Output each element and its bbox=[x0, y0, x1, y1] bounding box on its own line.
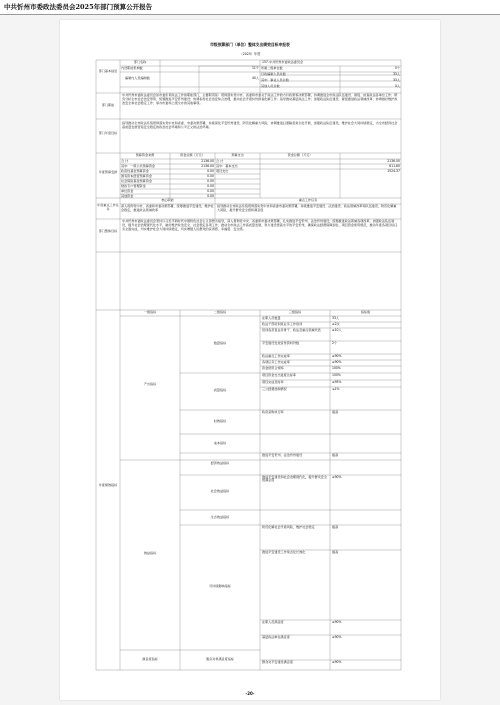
funding-source-amount: 0.00 bbox=[207, 173, 214, 178]
affiliated-label: 所属二级单位数 bbox=[261, 66, 283, 70]
indicator-value: ≥90% bbox=[332, 634, 342, 639]
indicator-value: 提高 bbox=[332, 549, 339, 554]
indicator-value: ≥95% bbox=[332, 379, 342, 384]
cost-indicator-label: 成本指标 bbox=[213, 441, 227, 445]
indicator-value: ≥90% bbox=[332, 353, 342, 358]
expenditure-name: 其中：基本支出 bbox=[216, 163, 238, 168]
form-year: （2025）年度 bbox=[239, 52, 261, 56]
social-indicator-label: 社会效益指标 bbox=[210, 489, 230, 493]
indicator-name: 政法重点工作完成率 bbox=[262, 353, 290, 358]
funding-source-name: 其他资金 bbox=[121, 193, 134, 198]
funding-source-amount: 0.00 bbox=[207, 183, 214, 188]
staff-value: 40人 bbox=[251, 76, 259, 80]
funding-source-name: 财政专户管理资金 bbox=[121, 183, 146, 188]
indicator-value: ≥90% bbox=[332, 659, 342, 664]
career-label: 其中：事业人员总数 bbox=[261, 78, 289, 82]
value-header: 指标值 bbox=[360, 310, 371, 314]
indicators-section-label: 年度绩效指标 bbox=[98, 483, 118, 487]
indicator-value: 100% bbox=[332, 372, 341, 377]
ecological-indicator-label: 生态效益指标 bbox=[210, 515, 230, 519]
level3-header: 三级指标 bbox=[288, 310, 302, 314]
level2-header: 二级指标 bbox=[213, 310, 227, 314]
indicator-name: 三公经费控制情况 bbox=[262, 386, 287, 391]
basic-info-section-label: 部门基本信息 bbox=[98, 69, 118, 73]
expenditure-amount: 611.60 bbox=[389, 163, 400, 168]
funding-source-amount: 0.00 bbox=[207, 188, 214, 193]
service-indicator-label: 服务对象满意度指标 bbox=[206, 657, 234, 661]
tasks-col-header: 核心职能 bbox=[161, 198, 174, 202]
admin-label: 行政编制人员总数 bbox=[261, 72, 286, 76]
indicator-value: 100% bbox=[332, 365, 341, 370]
plan-section-label: 部门年度目标 bbox=[98, 131, 118, 135]
funding-source-name: 国有资本经营预算资金 bbox=[121, 173, 152, 178]
funding-source-name: 其中：一般公共预算资金 bbox=[121, 163, 156, 168]
indicator-value: 提高 bbox=[332, 409, 339, 414]
expenditure-amount: 1524.37 bbox=[387, 168, 400, 173]
timeliness-indicator-label: 时效指标 bbox=[213, 419, 227, 423]
sustainable-indicator-label: 可持续影响指标 bbox=[209, 584, 231, 588]
expenditure-name: 项目支出 bbox=[216, 168, 229, 173]
tasks-content-text: 指导推动全市政法系统贯彻落实党中央和省委市委决策部署，持续推进平安建设、法治建设、政法领域改革和队伍建设，防范化解重大风险，提升群众安全感和满意度 bbox=[217, 204, 397, 212]
funding-section-label: 年度预算安排 bbox=[98, 170, 118, 174]
quantity-indicator-label: 数量指标 bbox=[213, 341, 227, 345]
indicator-value: ≥90% bbox=[332, 359, 342, 364]
department-name-label: 部门名称 bbox=[133, 60, 147, 64]
indicator-name: 政府采购执行率 bbox=[262, 409, 284, 414]
economic-indicator-label: 经济效益指标 bbox=[210, 461, 230, 465]
indicator-name: 群众对平安建设满意度 bbox=[262, 659, 293, 664]
output-indicator-label: 产出指标 bbox=[143, 382, 157, 386]
tasks-content-header: 重点工作任务 bbox=[298, 198, 318, 202]
funding-source-header: 预算资金来源 bbox=[135, 153, 155, 157]
funding-source-amount: 0.00 bbox=[207, 178, 214, 183]
level1-header: 一级指标 bbox=[143, 310, 157, 314]
effect-indicator-label: 效益指标 bbox=[143, 551, 157, 555]
document-page bbox=[60, 20, 440, 700]
tasks-section-label: 年度重点工作任务 bbox=[97, 203, 119, 211]
page-header bbox=[0, 0, 500, 15]
funding-source-name: 社会保险基金预算资金 bbox=[121, 178, 152, 183]
functions-section-label: 部门职能 bbox=[101, 103, 115, 107]
indicator-value: ≥90% bbox=[332, 474, 342, 479]
page-number: -20- bbox=[245, 691, 255, 696]
tasks-task-text: 深入贯彻党中央、省委和市委决策部署，统筹推进平安建设，维护社会稳定，推进政法领域改革 bbox=[121, 204, 214, 212]
indicator-name: 各项任务工作完成率 bbox=[262, 359, 290, 364]
indicator-name: 项目资金支出进度达标率 bbox=[262, 372, 297, 377]
department-name-value: 157-中共忻州市委政法委员会 bbox=[262, 60, 304, 64]
funding-source-amount: 2136.00 bbox=[201, 158, 214, 163]
indicator-name: 在职人员满意度 bbox=[262, 619, 284, 624]
funding-source-amount: 0.00 bbox=[207, 193, 214, 198]
indicator-name: 推进平安忻州、法治忻州建设 bbox=[262, 452, 303, 457]
indicator-name: 推进平安建设和社会治理现代化，提升群众安全感满意度 bbox=[262, 474, 327, 483]
funding-amount-header: 资金总额（万元） bbox=[180, 153, 205, 157]
indicator-value: 提高 bbox=[332, 524, 339, 529]
funding-source-name: 单位资金 bbox=[121, 188, 134, 193]
plan-text: 指导推动全市政法系统贯彻落实党中央和省委、市委决策部署，持续深化平安忻州建设，防范化解重大风险，协调推进扫黑除恶常态化开展，加强政法队伍建设，维护社会大局持续稳定，为全市经济社会高质量发展营造安全稳定的政治社会环境和公平正义的法治环境。 bbox=[122, 121, 398, 129]
indicator-name: 基层政法单位满意度 bbox=[262, 634, 290, 639]
indicator-name: 项目完成及时率 bbox=[262, 379, 284, 384]
indicator-value: 33人 bbox=[332, 315, 340, 320]
unit-count-value: 11个 bbox=[251, 66, 259, 70]
form-title: 市级预算部门（单位）整体支出绩效目标申报表 bbox=[210, 42, 290, 47]
overall-text: 中共忻州市委政法委员会坚持以习近平新时代中国特色社会主义思想为指导，深入贯彻党中央、省委和市委决策部署，扎实推进平安忻州、法治忻州建设，统筹推进政法领域各项改革，加强政法队伍建设，提升社会治理现代化水平，做好维护政治安全、社会稳定各项工作，推动全市政法工作高质量发展，努力建设更高水平的平安忻州，确保政法经费保障到位、项目资金使用规范，推动年度各项目标任务全面完成，切实维护社会大局持续稳定，切实增强人民群众的获得感、幸福感、安全感。 bbox=[122, 219, 398, 231]
indicator-name: 培训各县直业务骨干、政法及重点领域代表 bbox=[262, 327, 321, 332]
indicator-name: 在职人员数量 bbox=[262, 315, 281, 320]
other-label: 其他人员总数 bbox=[261, 84, 280, 88]
indicator-name: 政法干部培训班业务工作培训 bbox=[262, 321, 303, 326]
report-title: 中共忻州市委政法委员会2025年部门预算公开报告 bbox=[4, 3, 153, 11]
expenditure-amount: 2136.00 bbox=[387, 158, 400, 163]
indicator-value: ≥10人 bbox=[332, 327, 342, 332]
indicator-name: 防范化解社会矛盾风险，维护社会稳定 bbox=[262, 524, 315, 529]
indicator-value: ≤1% bbox=[332, 386, 340, 391]
indicator-value: 提高 bbox=[332, 452, 339, 457]
funding-source-name: 合 计 bbox=[121, 158, 129, 163]
other-value: 0人 bbox=[394, 84, 400, 88]
career-value: 33人 bbox=[392, 78, 400, 82]
unit-count-label: 内设职能机构数 bbox=[121, 66, 143, 70]
funding-source-name: 政府性基金预算资金 bbox=[121, 168, 149, 173]
indicator-value: ≥2次 bbox=[332, 321, 340, 326]
indicator-value: ≥90% bbox=[332, 619, 342, 624]
expenditure-header: 预算支出 bbox=[231, 153, 244, 157]
expenditure-amount-header: 资金总额（万元） bbox=[287, 153, 313, 157]
funding-source-amount: 0.00 bbox=[207, 168, 214, 173]
admin-value: 33人 bbox=[392, 72, 400, 76]
indicator-name: 推进平安建设工作常态化长效化 bbox=[262, 549, 306, 554]
overall-section-label: 部门整体目标 bbox=[98, 229, 118, 233]
functions-text: 中共忻州市委政法委员会是市委负责政法工作的职能部门，主要职责是：贯彻落实党中央、省委和市委关于政法工作的方针政策和决策部署，协调推进全市政法队伍建设、督促、检查政法各单位工作；研究分析全市社会治安形势，统筹推进平安忻州建设；协调指导社会治安综合治理，推动社会矛盾纠纷排查化解工作；指导推动基层政法工作；加强政法队伍建设，督促推进政法领域改革；协调做好维护政治安全和社会稳定工作；承办市委和上级交办的其他事项。 bbox=[122, 93, 398, 105]
quality-indicator-label: 质量指标 bbox=[213, 388, 227, 392]
affiliated-value: 0个 bbox=[394, 66, 400, 70]
indicator-value: 2个 bbox=[332, 340, 338, 345]
indicator-name: 资金使用合规率 bbox=[262, 365, 284, 370]
expenditure-name: 合 计 bbox=[216, 158, 224, 163]
satisfaction-indicator-label: 满意度指标 bbox=[142, 657, 158, 661]
funding-source-amount: 2136.00 bbox=[201, 163, 214, 168]
staff-label: 编制内人员编制数 bbox=[125, 76, 150, 80]
indicator-name: 平安建设发放宣传资料份数 bbox=[262, 340, 300, 345]
